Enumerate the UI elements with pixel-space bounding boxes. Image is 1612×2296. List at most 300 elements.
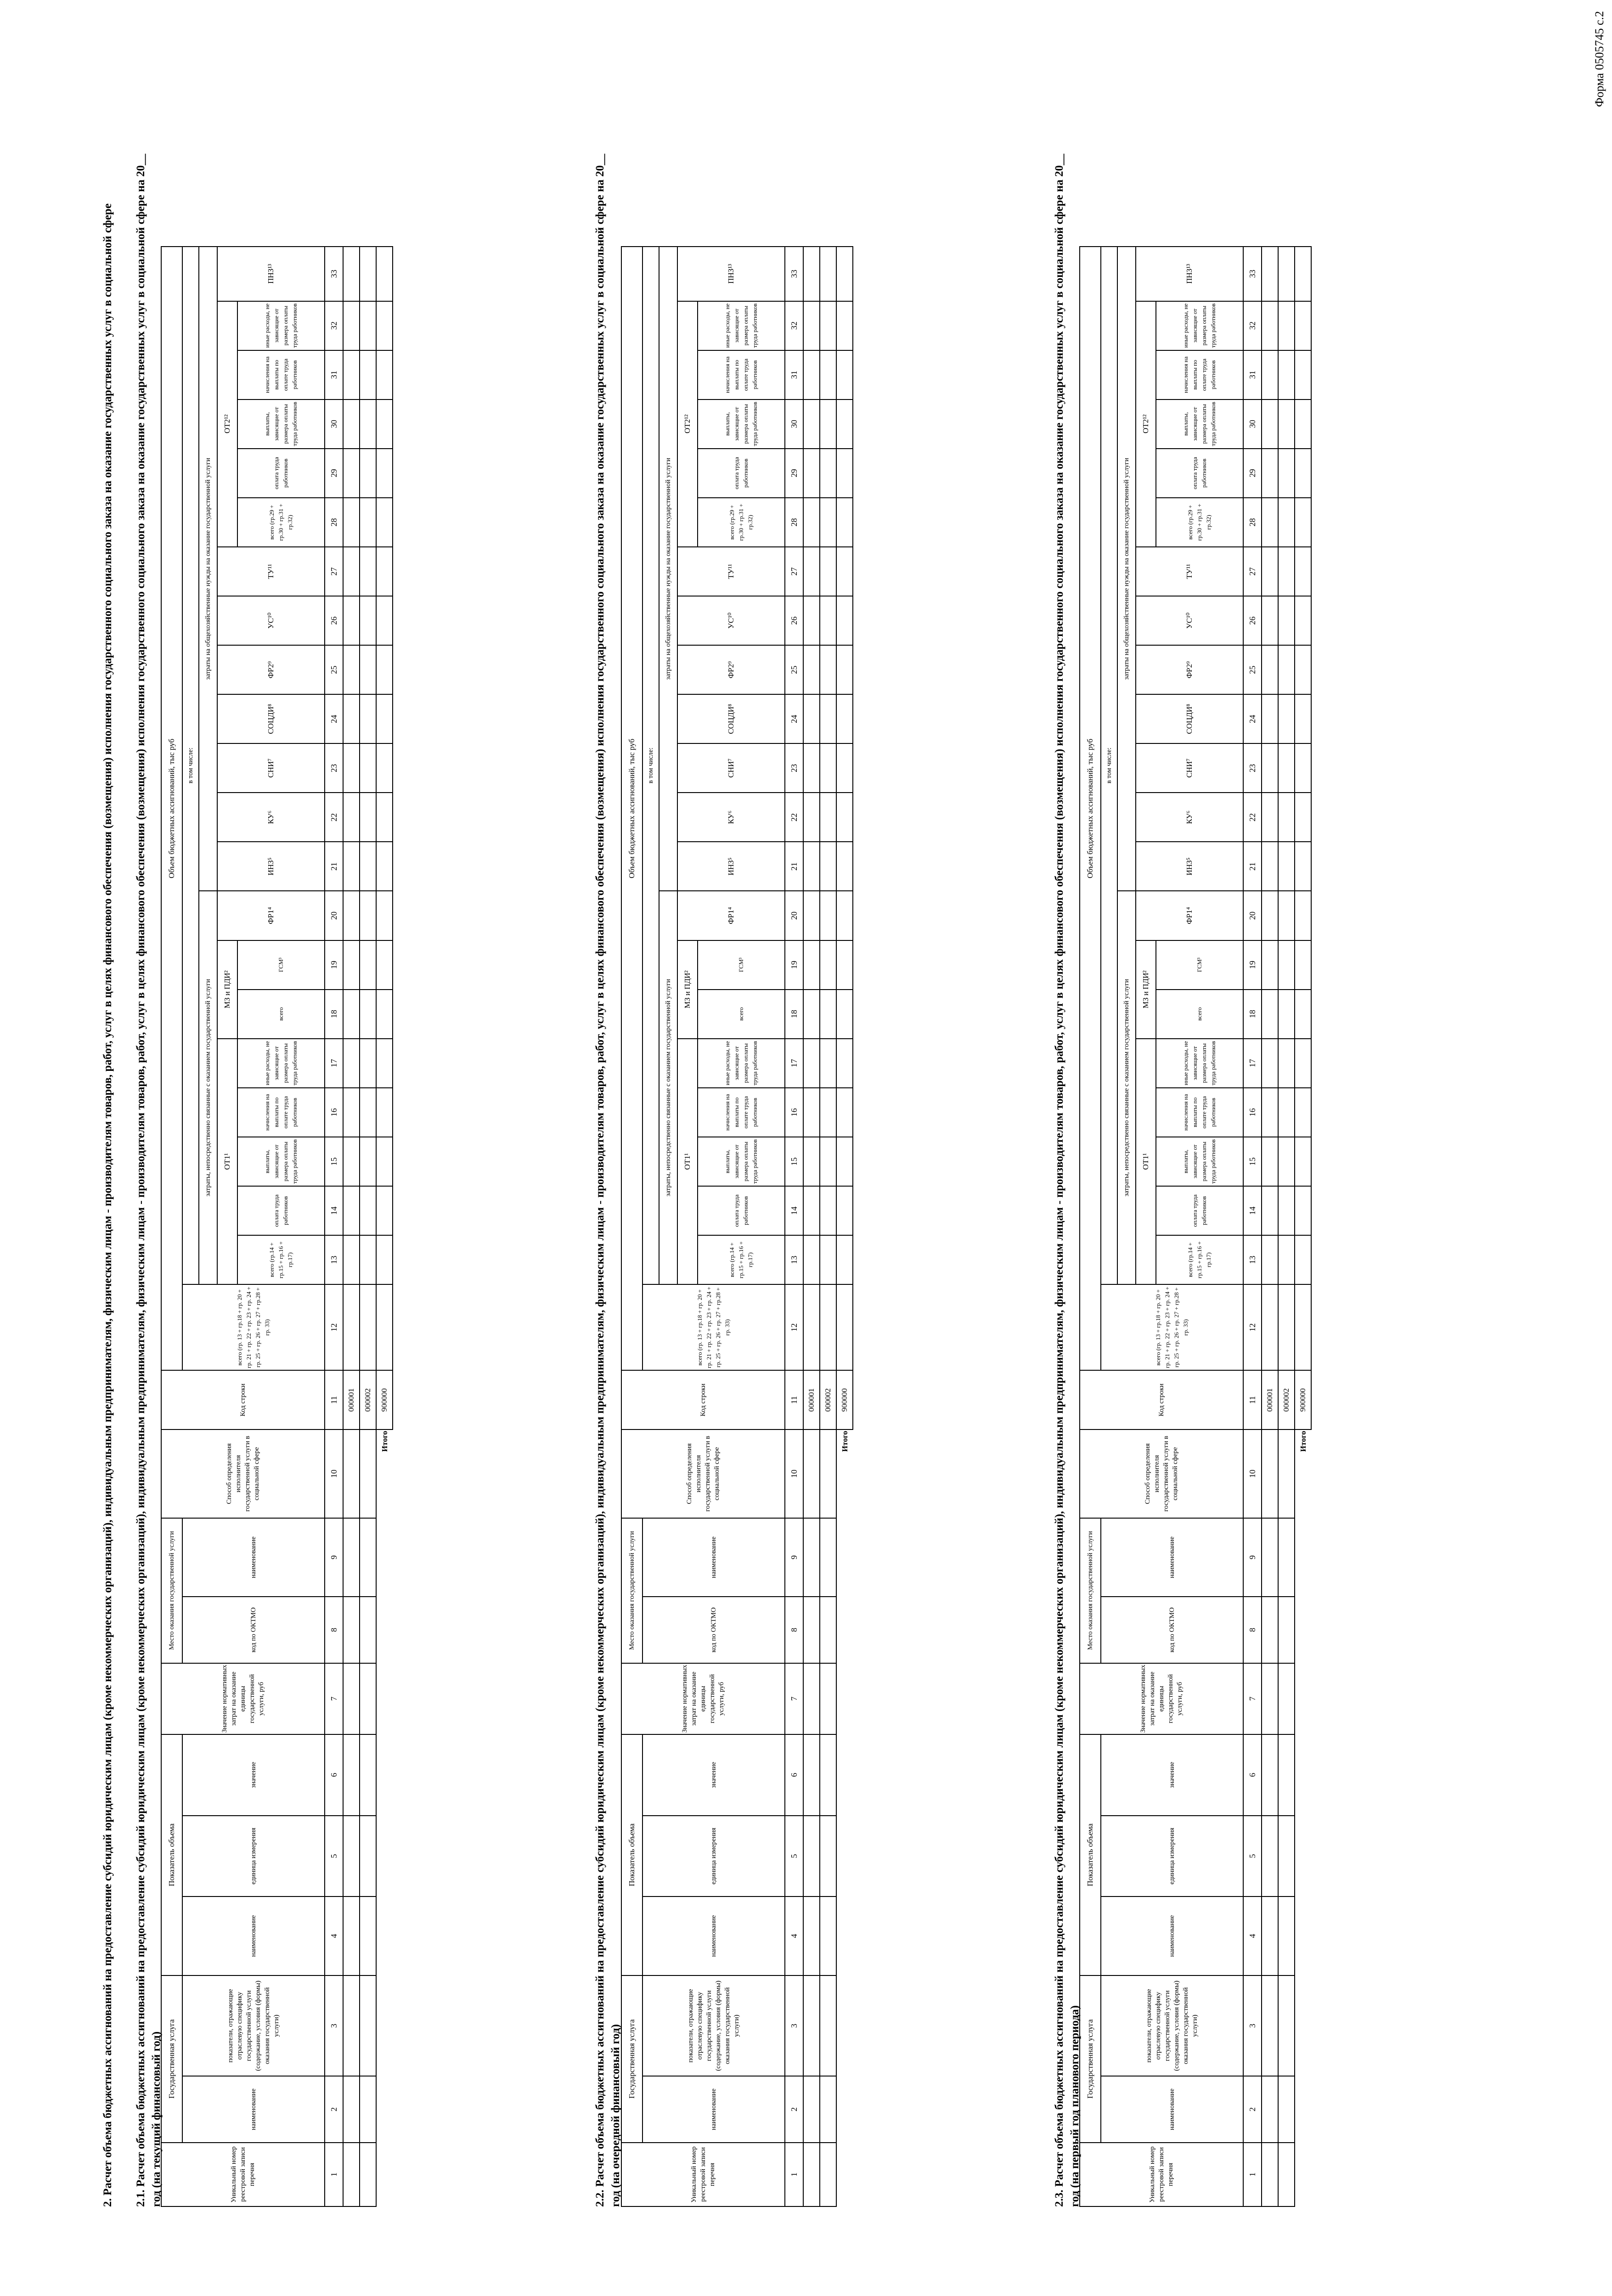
table-cell xyxy=(343,350,360,400)
column-number: 24 xyxy=(1243,694,1262,743)
table-cell xyxy=(1295,793,1311,842)
table-cell xyxy=(1262,498,1278,547)
column-number: 12 xyxy=(1243,1284,1262,1370)
header-ot2-pay-dependent: выплаты, зависящие от размера оплаты труда работников xyxy=(698,400,785,449)
header-ot2-accruals: начисления на выплаты по оплате труда работников xyxy=(1156,350,1243,400)
table-cell xyxy=(803,449,820,498)
table-cell xyxy=(376,547,393,596)
table-cell xyxy=(343,1039,360,1088)
header-ot2-accruals: начисления на выплаты по оплате труда работников xyxy=(698,350,785,400)
table-cell xyxy=(376,940,393,990)
table-cell xyxy=(343,743,360,793)
table-cell xyxy=(803,1235,820,1284)
table-cell xyxy=(360,694,376,743)
column-number: 1 xyxy=(1243,2143,1262,2206)
table-cell xyxy=(803,1734,820,1816)
header-volume-name: наименование xyxy=(643,1896,785,1975)
table-cell xyxy=(803,940,820,990)
table-cell xyxy=(343,891,360,940)
header-ot2-total: всего (гр.29 + гр.30 + гр.31 + гр.32) xyxy=(1156,498,1243,547)
table-cell xyxy=(803,1429,820,1518)
table-cell xyxy=(360,1816,376,1897)
table-cell xyxy=(1278,498,1295,547)
header-row-code: Код строки xyxy=(621,1370,785,1429)
table-cell xyxy=(376,694,393,743)
table-cell xyxy=(343,1284,360,1370)
column-number: 29 xyxy=(325,449,343,498)
header-total-all: всего (гр. 13 + гр.18 + гр. 20 + гр. 21 + гр. 22 + гр. 23 + гр. 24 + гр. 25 + гр. 26 + гр. 27 + гр.28 + гр. 33) xyxy=(182,1284,325,1370)
table-cell xyxy=(820,449,836,498)
header-inz: ИНЗ⁵ xyxy=(217,842,325,891)
column-number: 17 xyxy=(1243,1039,1262,1088)
header-service-name: наименование xyxy=(643,2076,785,2143)
table-cell xyxy=(343,301,360,350)
table-cell xyxy=(360,1597,376,1663)
header-general-costs: затраты на общехозяйственные нужды на оказание государственной услуги xyxy=(1117,247,1136,891)
table-cell xyxy=(1278,1429,1295,1518)
table-cell xyxy=(820,400,836,449)
subsection-title-3: 2.3. Расчет объема бюджетных ассигнований на предоставление субсидий юридическим лицам (кроме некоммерческих организаций), индивидуальным предпринимателям, физическим лицам - производителям товаров, работ, услуг в целях финансового обеспечения (возмещения) исполнения государственного социального заказа на оказание государственных услуг в социальной сфере на 20__ год (на первый год планового периода) xyxy=(1053,153,1081,2207)
header-sni: СНИ⁷ xyxy=(217,743,325,793)
table-cell xyxy=(1262,1896,1278,1975)
table-cell xyxy=(1295,247,1311,301)
column-number: 5 xyxy=(785,1816,803,1897)
table-cell xyxy=(820,1429,836,1518)
table-cell xyxy=(360,596,376,645)
header-pnz: ПНЗ¹³ xyxy=(1136,247,1243,301)
header-incl: в том числе: xyxy=(182,247,199,1284)
table-cell xyxy=(803,645,820,694)
table-cell xyxy=(820,891,836,940)
table-cell xyxy=(1278,400,1295,449)
table-cell xyxy=(1262,1734,1278,1816)
table-cell xyxy=(820,1597,836,1663)
table-cell xyxy=(376,498,393,547)
table-cell xyxy=(376,1284,393,1370)
table-cell xyxy=(343,547,360,596)
column-number: 11 xyxy=(785,1370,803,1429)
column-number: 23 xyxy=(785,743,803,793)
table-cell xyxy=(836,449,853,498)
column-number: 30 xyxy=(325,400,343,449)
column-number: 31 xyxy=(325,350,343,400)
column-number: 2 xyxy=(1243,2076,1262,2143)
column-number: 6 xyxy=(325,1734,343,1816)
header-mz: МЗ и ПДИ² xyxy=(217,940,237,1039)
table-cell xyxy=(820,1734,836,1816)
table-cell xyxy=(1262,596,1278,645)
header-mz: МЗ и ПДИ² xyxy=(677,940,698,1039)
table-cell xyxy=(1278,743,1295,793)
column-number: 32 xyxy=(1243,301,1262,350)
header-ot2: ОТ2¹² xyxy=(1136,301,1156,547)
table-cell xyxy=(803,743,820,793)
table-cell xyxy=(376,449,393,498)
table-cell xyxy=(820,1186,836,1235)
column-number: 6 xyxy=(1243,1734,1262,1816)
table-cell xyxy=(1295,1039,1311,1088)
column-number: 19 xyxy=(325,940,343,990)
table-cell xyxy=(376,793,393,842)
table-cell xyxy=(360,2076,376,2143)
table-cell xyxy=(343,1734,360,1816)
table-row xyxy=(343,247,360,2206)
header-gsm: ГСМ³ xyxy=(698,940,785,990)
table-cell xyxy=(1278,1597,1295,1663)
table-cell xyxy=(836,1088,853,1137)
header-place-name: наименование xyxy=(1101,1518,1243,1597)
header-us: УС¹⁰ xyxy=(217,596,325,645)
table-cell xyxy=(1295,1186,1311,1235)
table-cell xyxy=(1262,1429,1278,1518)
header-direct-costs: затраты, непосредственно связанные с оказанием государственной услуги xyxy=(659,891,677,1284)
header-place: Место оказания государственной услуги xyxy=(621,1518,643,1663)
total-code: 900000 xyxy=(836,1370,853,1429)
header-pnz: ПНЗ¹³ xyxy=(677,247,785,301)
table-cell xyxy=(376,842,393,891)
header-volume-name: наименование xyxy=(1101,1896,1243,1975)
header-general-costs: затраты на общехозяйственные нужды на оказание государственной услуги xyxy=(659,247,677,891)
table-cell xyxy=(376,891,393,940)
header-tu: ТУ¹¹ xyxy=(1136,547,1243,596)
column-number: 19 xyxy=(785,940,803,990)
table-cell xyxy=(803,498,820,547)
column-number: 19 xyxy=(1243,940,1262,990)
header-ku: КУ⁶ xyxy=(1136,793,1243,842)
table-cell xyxy=(1278,1663,1295,1734)
header-unique-number: Уникальный номер реестровой записи перечня xyxy=(1080,2143,1243,2206)
header-ot2-total: всего (гр.29 + гр.30 + гр.31 + гр.32) xyxy=(237,498,325,547)
table-cell xyxy=(820,1039,836,1088)
column-number: 4 xyxy=(1243,1896,1262,1975)
column-number: 15 xyxy=(325,1137,343,1186)
row-code: 000002 xyxy=(1278,1370,1295,1429)
header-unique-number: Уникальный номер реестровой записи перечня xyxy=(161,2143,325,2206)
table-cell xyxy=(820,1896,836,1975)
table-cell xyxy=(803,694,820,743)
column-number: 21 xyxy=(785,842,803,891)
table-cell xyxy=(1262,1088,1278,1137)
column-number: 28 xyxy=(785,498,803,547)
header-total-all: всего (гр. 13 + гр.18 + гр. 20 + гр. 21 + гр. 22 + гр. 23 + гр. 24 + гр. 25 + гр. 26 + гр. 27 + гр.28 + гр. 33) xyxy=(643,1284,785,1370)
header-mz-total: всего xyxy=(698,990,785,1039)
header-pnz: ПНЗ¹³ xyxy=(217,247,325,301)
table-cell xyxy=(803,891,820,940)
table-cell xyxy=(836,1186,853,1235)
table-cell xyxy=(1262,449,1278,498)
table-cell xyxy=(836,1235,853,1284)
column-number: 6 xyxy=(785,1734,803,1816)
table-cell xyxy=(836,1284,853,1370)
table-cell xyxy=(343,1663,360,1734)
table-cell xyxy=(820,842,836,891)
header-fr1: ФР1⁴ xyxy=(217,891,325,940)
table-cell xyxy=(360,350,376,400)
column-number: 12 xyxy=(325,1284,343,1370)
column-number: 8 xyxy=(785,1597,803,1663)
header-direct-costs: затраты, непосредственно связанные с оказанием государственной услуги xyxy=(199,891,217,1284)
table-cell xyxy=(820,793,836,842)
column-number: 33 xyxy=(325,247,343,301)
table-cell xyxy=(1262,1235,1278,1284)
table-cell xyxy=(343,2143,360,2206)
table-cell xyxy=(820,1235,836,1284)
table-cell xyxy=(1262,301,1278,350)
header-direct-costs: затраты, непосредственно связанные с оказанием государственной услуги xyxy=(1117,891,1136,1284)
header-place: Место оказания государственной услуги xyxy=(161,1518,182,1663)
table-cell xyxy=(1278,990,1295,1039)
table-cell xyxy=(820,694,836,743)
table-cell xyxy=(836,301,853,350)
table-cell xyxy=(803,1186,820,1235)
table-cell xyxy=(820,1137,836,1186)
column-number: 26 xyxy=(1243,596,1262,645)
header-ot1-accruals: начисления на выплаты по оплате труда работников xyxy=(698,1088,785,1137)
column-number: 7 xyxy=(325,1663,343,1734)
table-cell xyxy=(1278,645,1295,694)
table-cell xyxy=(1295,891,1311,940)
table-cell xyxy=(803,1284,820,1370)
header-us: УС¹⁰ xyxy=(1136,596,1243,645)
total-code: 900000 xyxy=(376,1370,393,1429)
table-cell xyxy=(820,940,836,990)
column-number: 17 xyxy=(325,1039,343,1088)
table-cell xyxy=(836,793,853,842)
table-cell xyxy=(820,1284,836,1370)
table-cell xyxy=(1278,1975,1295,2077)
table-cell xyxy=(1295,1137,1311,1186)
header-ku: КУ⁶ xyxy=(217,793,325,842)
table-cell xyxy=(376,1235,393,1284)
column-number: 10 xyxy=(1243,1429,1262,1518)
table-row xyxy=(1278,247,1295,2206)
table-cell xyxy=(1295,940,1311,990)
table-cell xyxy=(1262,694,1278,743)
table-cell xyxy=(836,596,853,645)
header-ot1: ОТ1¹ xyxy=(217,1039,237,1284)
column-number: 3 xyxy=(325,1975,343,2077)
column-number: 21 xyxy=(1243,842,1262,891)
table-cell xyxy=(803,2076,820,2143)
table-cell xyxy=(803,2143,820,2206)
header-oktmo: код по ОКТМО xyxy=(1101,1597,1243,1663)
table-cell xyxy=(1295,645,1311,694)
table-cell xyxy=(343,1518,360,1597)
column-number: 14 xyxy=(325,1186,343,1235)
table-cell xyxy=(1278,1088,1295,1137)
header-ot1-pay-dependent: выплаты, зависящие от размера оплаты труда работников xyxy=(237,1137,325,1186)
table-cell xyxy=(360,400,376,449)
table-cell xyxy=(803,547,820,596)
table-cell xyxy=(820,301,836,350)
column-number: 18 xyxy=(785,990,803,1039)
header-ot1-other: иные расходы, не зависящие от размера оплаты труда работников xyxy=(698,1039,785,1088)
header-fr1: ФР1⁴ xyxy=(1136,891,1243,940)
table-cell xyxy=(360,1518,376,1597)
table-cell xyxy=(836,842,853,891)
table-cell xyxy=(820,596,836,645)
column-number: 28 xyxy=(325,498,343,547)
header-ot1: ОТ1¹ xyxy=(1136,1039,1156,1284)
column-number: 7 xyxy=(785,1663,803,1734)
table-cell xyxy=(360,743,376,793)
header-unit: единица измерения xyxy=(182,1816,325,1897)
table-cell xyxy=(1278,891,1295,940)
table-cell xyxy=(820,1518,836,1597)
column-number: 25 xyxy=(785,645,803,694)
header-ot1-accruals: начисления на выплаты по оплате труда работников xyxy=(237,1088,325,1137)
table-cell xyxy=(360,449,376,498)
table-cell xyxy=(1262,743,1278,793)
table-cell xyxy=(1295,694,1311,743)
column-number: 9 xyxy=(1243,1518,1262,1597)
header-fr2: ФР2⁹ xyxy=(217,645,325,694)
table-cell xyxy=(1262,793,1278,842)
table-cell xyxy=(376,1186,393,1235)
table-cell xyxy=(836,498,853,547)
column-number: 13 xyxy=(325,1235,343,1284)
column-number: 16 xyxy=(1243,1088,1262,1137)
table-cell xyxy=(343,1816,360,1897)
header-ot1-total: всего (гр.14 + гр.15 + гр.16 + гр.17) xyxy=(1156,1235,1243,1284)
table-cell xyxy=(376,596,393,645)
table-cell xyxy=(1295,301,1311,350)
table-cell xyxy=(1278,694,1295,743)
column-number: 13 xyxy=(1243,1235,1262,1284)
table-cell xyxy=(343,1186,360,1235)
header-ot1-total: всего (гр.14 + гр.15 + гр.16 + гр.17) xyxy=(698,1235,785,1284)
table-cell xyxy=(1278,1734,1295,1816)
header-ot1-pay-dependent: выплаты, зависящие от размера оплаты труда работников xyxy=(1156,1137,1243,1186)
header-row-code: Код строки xyxy=(1080,1370,1243,1429)
table-cell xyxy=(360,301,376,350)
column-number: 27 xyxy=(325,547,343,596)
table-cell xyxy=(360,247,376,301)
column-number: 27 xyxy=(785,547,803,596)
header-mz: МЗ и ПДИ² xyxy=(1136,940,1156,1039)
column-number: 28 xyxy=(1243,498,1262,547)
total-label: Итого xyxy=(380,1430,389,1452)
table-row xyxy=(1262,247,1278,2206)
table-cell xyxy=(803,301,820,350)
section-title: 2. Расчет объема бюджетных ассигнований на предоставление субсидий юридическим лицам (кроме некоммерческих организаций), индивидуальным предпринимателям, физическим лицам - производителям товаров, работ, услуг в целях финансового обеспечения (возмещения) исполнения государственного социального заказа на оказание государственных услуг в социальной сфере xyxy=(101,203,114,2207)
table-cell xyxy=(1295,743,1311,793)
table-cell xyxy=(820,2143,836,2206)
header-norm-costs: Значение нормативных затрат на оказание единицы государственной услуги, руб xyxy=(161,1663,325,1734)
header-incl: в том числе: xyxy=(1101,247,1117,1284)
table-cell xyxy=(343,449,360,498)
table-cell xyxy=(836,547,853,596)
subsection-title-2: 2.2. Расчет объема бюджетных ассигнований на предоставление субсидий юридическим лицам (кроме некоммерческих организаций), индивидуальным предпринимателям, физическим лицам - производителям товаров, работ, услуг в целях финансового обеспечения (возмещения) исполнения государственного социального заказа на оказание государственных услуг в социальной сфере на 20__ год (на очередной финансовый год) xyxy=(594,153,622,2207)
table-cell xyxy=(1295,449,1311,498)
column-number: 1 xyxy=(325,2143,343,2206)
column-number: 29 xyxy=(785,449,803,498)
column-number: 11 xyxy=(1243,1370,1262,1429)
column-number: 33 xyxy=(785,247,803,301)
table-cell xyxy=(360,1039,376,1088)
table-cell xyxy=(1278,449,1295,498)
table-cell xyxy=(1295,350,1311,400)
column-number: 3 xyxy=(1243,1975,1262,2077)
header-ot1-pay-dependent: выплаты, зависящие от размера оплаты труда работников xyxy=(698,1137,785,1186)
column-number: 32 xyxy=(785,301,803,350)
table-cell xyxy=(343,596,360,645)
header-oktmo: код по ОКТМО xyxy=(643,1597,785,1663)
row-code: 000002 xyxy=(360,1370,376,1429)
table-cell xyxy=(343,498,360,547)
table-cell xyxy=(820,547,836,596)
header-mz-total: всего xyxy=(237,990,325,1039)
table-cell xyxy=(376,1137,393,1186)
table-cell xyxy=(1295,1088,1311,1137)
header-gsm: ГСМ³ xyxy=(1156,940,1243,990)
table-cell xyxy=(1278,350,1295,400)
table-cell xyxy=(1278,596,1295,645)
table-cell xyxy=(820,247,836,301)
budget-table-1 xyxy=(161,246,393,2207)
header-budget-volume: Объем бюджетных ассигнований, тыс руб xyxy=(1080,247,1101,1370)
table-cell xyxy=(1278,793,1295,842)
table-cell xyxy=(1262,247,1278,301)
header-ot2-accruals: начисления на выплаты по оплате труда работников xyxy=(237,350,325,400)
header-ot2-other: иные расходы, не зависящие от размера оплаты труда работников xyxy=(237,301,325,350)
column-numbers-row xyxy=(325,247,343,2206)
header-sodi: СОЦДИ⁸ xyxy=(1136,694,1243,743)
table-cell xyxy=(836,694,853,743)
table-cell xyxy=(360,1186,376,1235)
table-cell xyxy=(343,842,360,891)
table-cell xyxy=(360,1284,376,1370)
table-cell xyxy=(360,891,376,940)
column-number: 13 xyxy=(785,1235,803,1284)
table-cell xyxy=(360,645,376,694)
table-cell xyxy=(820,2076,836,2143)
budget-table-3 xyxy=(1079,246,1312,2207)
table-cell xyxy=(1262,2143,1278,2206)
table-cell xyxy=(803,350,820,400)
table-cell xyxy=(803,990,820,1039)
table-cell xyxy=(376,645,393,694)
header-ot1: ОТ1¹ xyxy=(677,1039,698,1284)
header-ot1-pay: оплата труда работников xyxy=(1156,1186,1243,1235)
header-norm-costs: Значение нормативных затрат на оказание единицы государственной услуги, руб xyxy=(1080,1663,1243,1734)
table-cell xyxy=(1262,1975,1278,2077)
header-ot1-accruals: начисления на выплаты по оплате труда работников xyxy=(1156,1088,1243,1137)
table-cell xyxy=(1295,1284,1311,1370)
table-cell xyxy=(343,990,360,1039)
column-number: 5 xyxy=(325,1816,343,1897)
column-number: 25 xyxy=(1243,645,1262,694)
header-ot2: ОТ2¹² xyxy=(217,301,237,547)
table-cell xyxy=(376,301,393,350)
table-cell xyxy=(376,1088,393,1137)
column-number: 5 xyxy=(1243,1816,1262,1897)
table-cell xyxy=(1278,1518,1295,1597)
table-cell xyxy=(360,547,376,596)
header-ot1-other: иные расходы, не зависящие от размера оплаты труда работников xyxy=(1156,1039,1243,1088)
column-number: 10 xyxy=(785,1429,803,1518)
header-ot2-pay-dependent: выплаты, зависящие от размера оплаты труда работников xyxy=(237,400,325,449)
header-service: Государственная услуга xyxy=(621,1975,643,2143)
column-number: 26 xyxy=(785,596,803,645)
budget-table-2 xyxy=(621,246,853,2207)
subsection-title-1: 2.1. Расчет объема бюджетных ассигнований на предоставление субсидий юридическим лицам (кроме некоммерческих организаций), индивидуальным предпринимателям, физическим лицам - производителям товаров, работ, услуг в целях финансового обеспечения (возмещения) исполнения государственного социального заказа на оказание государственных услуг в социальной сфере на 20__ год (на текущий финансовый год) xyxy=(135,153,163,2207)
table-cell xyxy=(360,842,376,891)
table-cell xyxy=(1295,596,1311,645)
table-cell xyxy=(1278,1137,1295,1186)
table-cell xyxy=(1278,1186,1295,1235)
table-cell xyxy=(376,400,393,449)
